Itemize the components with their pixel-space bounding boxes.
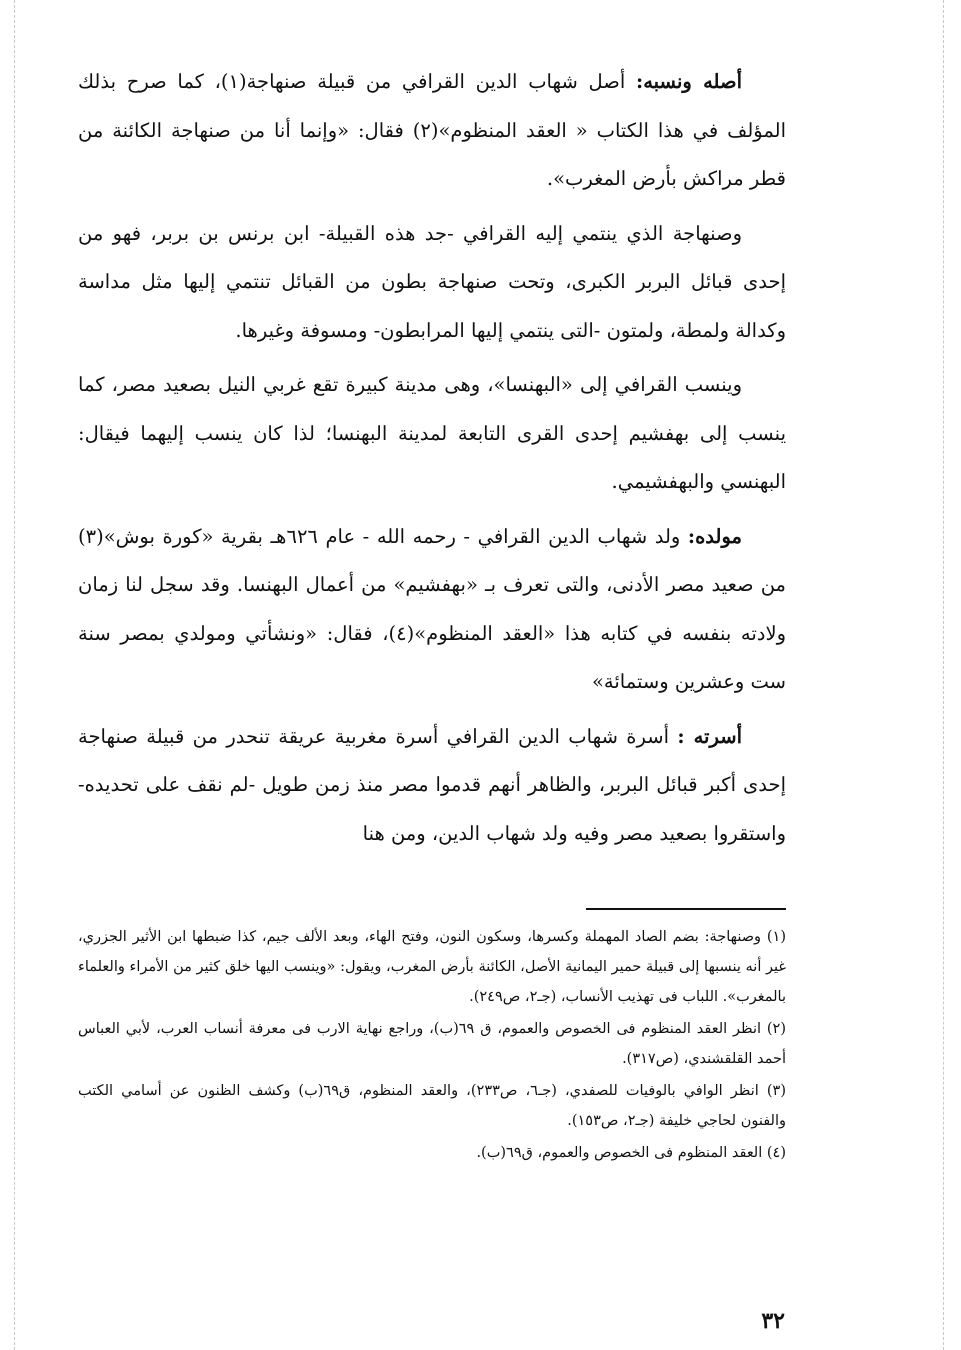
footnote-1: (١) وصنهاجة: بضم الصاد المهملة وكسرها، وسكون النون، وفتح الهاء، وبعد الألف جيم، كذا ضبطها ابن الأثير الجزري، غير أنه ينسبها إلى قبيلة حمير اليمانية الأصل، الكائنة بأرض المغرب، ويقول: «وينسب اليها خلق كثير من الأمراء والعلماء بالمغرب». اللباب فى تهذيب الأنساب، (جـ٢، ص٢٤٩). [78,929,786,1005]
paragraph-family [78,713,786,859]
paragraph-text: وصنهاجة الذي ينتمي إليه القرافي -جد هذه القبيلة- ابن برنس بن بربر، فهو من إحدى قبائل البربر الكبرى، وتحت صنهاجة بطون من القبائل تنتمي إليها مثل مداسة وكدالة ولمطة، ولمتون -التى ينتمي إليها المرابطون- ومسوفة وغيرها. [78,221,786,342]
page-fold-line-right [943,0,944,1350]
paragraph-birth [78,513,786,707]
heading-origin: أصله ونسبه: [636,70,742,93]
footnote-divider [586,908,786,910]
footnote-3: (٣) انظر الوافي بالوفيات للصفدي، (جـ٦، ص٢٣٣)، والعقد المنظوم، ق٦٩(ب) وكشف الظنون عن أسامي الكتب والفنون لحاجي خليفة (جـ٢، ص١٥٣). [78,1083,786,1129]
paragraph-sanhaja [78,210,786,356]
page-fold-line-left [14,0,15,1350]
footnotes [78,922,786,1170]
paragraph-text: أصل شهاب الدين القرافي من قبيلة صنهاجة(١)، كما صرح بذلك المؤلف في هذا الكتاب « العقد المنظوم»(٢) فقال: «وإنما أنا من صنهاجة الكائنة من قطر مراكش بأرض المغرب». [78,70,786,190]
paragraph-text: وينسب القرافي إلى «البهنسا»، وهى مدينة كبيرة تقع غربي النيل بصعيد مصر، كما ينسب إلى بهفشيم إحدى القرى التابعة لمدينة البهنسا؛ لذا كان ينسب إليهما فيقال: البهنسي والبهفشيمي. [78,373,786,493]
main-text [78,58,786,864]
footnote-4: (٤) العقد المنظوم فى الخصوص والعموم، ق٦٩(ب). [476,1145,786,1161]
paragraph-origin [78,58,786,204]
page-number: ٣٢ [761,1308,785,1334]
heading-family: أسرته : [677,724,742,748]
paragraph-text: أسرة شهاب الدين القرافي أسرة مغربية عريقة تنحدر من قبيلة صنهاجة إحدى أكبر قبائل البربر، والظاهر أنهم قدموا مصر منذ زمن طويل -لم نقف على تحديده- واستقروا بصعيد مصر وفيه ولد شهاب الدين، ومن هنا [78,724,786,845]
paragraph-text: ولد شهاب الدين القرافي - رحمه الله - عام ٦٢٦هـ بقرية «كورة بوش»(٣) من صعيد مصر الأدنى، والتى تعرف بـ «بهفشيم» من أعمال البهنسا. وقد سجل لنا زمان ولادته بنفسه في كتابه هذا «العقد المنظوم»(٤)، فقال: «ونشأتي ومولدي بمصر سنة ست وعشرين وستمائة» [78,524,786,693]
footnote-2: (٢) انظر العقد المنظوم فى الخصوص والعموم، ق ٦٩(ب)، وراجع نهاية الارب فى معرفة أنساب العرب، لأبي العباس أحمد القلقشندي، (ص٣١٧). [78,1021,787,1067]
heading-birth: مولده: [687,524,743,548]
paragraph-bahnasa [78,361,786,507]
